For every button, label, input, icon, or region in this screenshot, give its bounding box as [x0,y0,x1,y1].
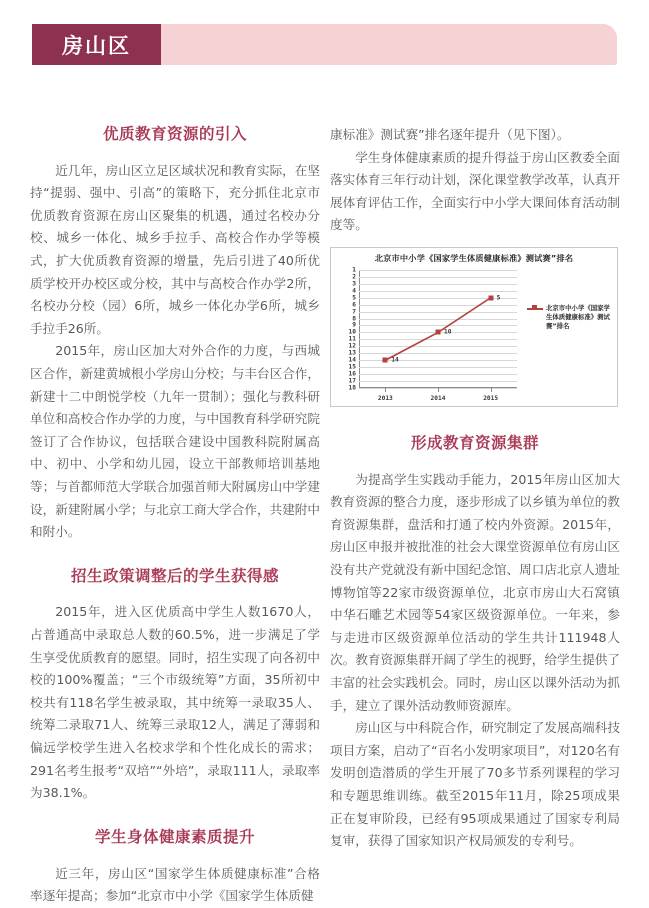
data-point-marker [488,295,493,300]
section-title-physical-health: 学生身体健康素质提升 [94,827,255,846]
x-tick-mark [385,388,386,392]
chart-legend [527,304,613,331]
right-column [330,124,620,853]
y-tick-label: 9 [352,321,356,329]
paragraph-physical-health-continued: 康标准》测试赛”排名逐年提升（见下图）。 [330,127,570,142]
x-tick-mark [491,388,492,392]
y-tick-label: 2 [352,273,356,281]
x-tick-mark [438,388,439,392]
left-column [30,124,320,908]
section-title-enrollment-policy: 招生政策调整后的学生获得感 [70,566,279,585]
paragraph-resource-cluster-1: 为提高学生实践动手能力，2015年房山区加大教育资源的整合力度，逐步形成了以乡镇为单位的教育资源集群，盘活和打通了校内外资源。2015年，房山区申报并被批准的社会大课堂资源单位有房山区没有共产党就没有新中国纪念馆、周口店北京人遗址博物馆等22家市级资源单位，北京市房山大石窝镇中华石雕艺术园等54家区级资源单位。一年来，参与走进市区级资源单位活动的学生共计111948人次。教育资源集群开阔了学生的视野，给学生提供了丰富的社会实践机会。同时，房山区以课外活动为抓手，建立了课外活动教师资源库。 [330,471,620,713]
data-point-marker [383,358,388,363]
section-title-quality-resources: 优质教育资源的引入 [102,125,247,143]
paragraph-quality-resources-2: 2015年，房山区加大对外合作的力度，与西城区合作，新建黄城根小学房山分校；与丰台区合作，新建十二中朗悦学校（九年一贯制）；强化与教科研单位和高校合作办学的力度，与中国教育科学研究院签订了合作协议，包括联合建设中国教科院附属高中、初中、小学和幼儿园，设立干部教师培训基地等；与首都师范大学联合加强首师大附属房山中学建设，新建附属小学；与北京工商大学合作，共建附中和附小。 [30,343,320,540]
y-tick-label: 18 [348,384,356,392]
y-tick-label: 14 [348,356,356,364]
x-tick-label: 2015 [483,394,499,402]
data-point-label: 14 [391,356,399,364]
legend-marker-icon [527,305,543,312]
district-tab [32,24,161,65]
chart-title: 北京市中小学《国家学生体质健康标准》测试赛”排名 [374,252,574,263]
data-point-label: 5 [496,294,501,302]
y-tick-label: 15 [348,363,356,371]
spacer [330,411,620,433]
y-tick-label: 4 [352,287,356,295]
x-tick-label: 2013 [377,394,393,402]
y-tick-label: 13 [348,349,356,357]
y-tick-label: 6 [352,301,356,309]
paragraph-resource-cluster-2: 房山区与中科院合作，研究制定了发展高端科技项目方案，启动了“百名小发明家项目”，对120名有发明创造潜质的学生开展了70多节系列课程的学习和专题思维训练。截至2015年11月，除25项成果正在复审阶段，已经有95项成果通过了国家专利局复审，获得了国家知识产权局颁发的专利号。 [330,720,620,849]
y-tick-label: 16 [348,370,356,378]
paragraph-quality-resources-1: 近几年，房山区立足区域状况和教育实际，在坚持“提弱、强中、引高”的策略下，充分抓住北京市优质教育资源在房山区聚集的机遇，通过名校办分校、城乡一体化、城乡手拉手、高校合作办学等模式，扩大优质教育资源的增量，先后引进了40所优质学校开办校区或分校，其中与高校合作办学2所，名校办分校（园）6所，城乡一体化办学6所，城乡手拉手26所。 [30,162,320,336]
y-tick-label: 10 [348,328,356,336]
y-tick-label: 3 [352,280,356,288]
chart-plot-area [348,266,517,402]
spacer [30,805,320,827]
y-tick-label: 17 [348,377,356,385]
y-tick-label: 1 [352,266,356,274]
x-tick-label: 2014 [430,394,446,402]
ranking-line-chart [330,247,618,407]
spacer [30,544,320,566]
data-point-label: 10 [444,328,452,336]
paragraph-physical-health-1: 近三年，房山区“国家学生体质健康标准”合格率逐年提高；参加“北京市中小学《国家学生体质健 [30,865,320,904]
article-body [0,124,649,904]
y-tick-label: 11 [348,335,356,343]
y-tick-label: 8 [352,315,356,323]
y-tick-label: 7 [352,308,356,316]
section-title-resource-cluster: 形成教育资源集群 [410,433,539,452]
paragraph-enrollment-policy-1: 2015年，进入区优质高中学生人数1670人，占普通高中录取总人数的60.5%，进一步满足了学生享受优质教育的愿望。同时，招生实现了向各初中校的100%覆盖；“三个市级统筹”方面，35所初中校共有118名学生被录取，其中统筹一录取35人、统筹二录取71人、统筹三录取12人，满足了薄弱和偏远学校学生进入名校求学和个性化成长的需求；291名考生报考“双培”“外培”，录取111人，录取率为38.1%。 [30,604,320,801]
paragraph-physical-health-2: 学生身体健康素质的提升得益于房山区教委全面落实体育三年行动计划，深化课堂教学改革，认真开展体育评估工作，全面实行中小学大课间体育活动制度等。 [330,149,620,233]
page-header-banner [32,24,617,65]
data-point-marker [436,330,441,335]
y-tick-label: 5 [352,294,356,302]
y-tick-label: 12 [348,342,356,350]
district-name: 房山区 [62,33,131,58]
legend-label: 北京市中小学《国家学生体质健康标准》测试赛”排名 [546,303,610,330]
